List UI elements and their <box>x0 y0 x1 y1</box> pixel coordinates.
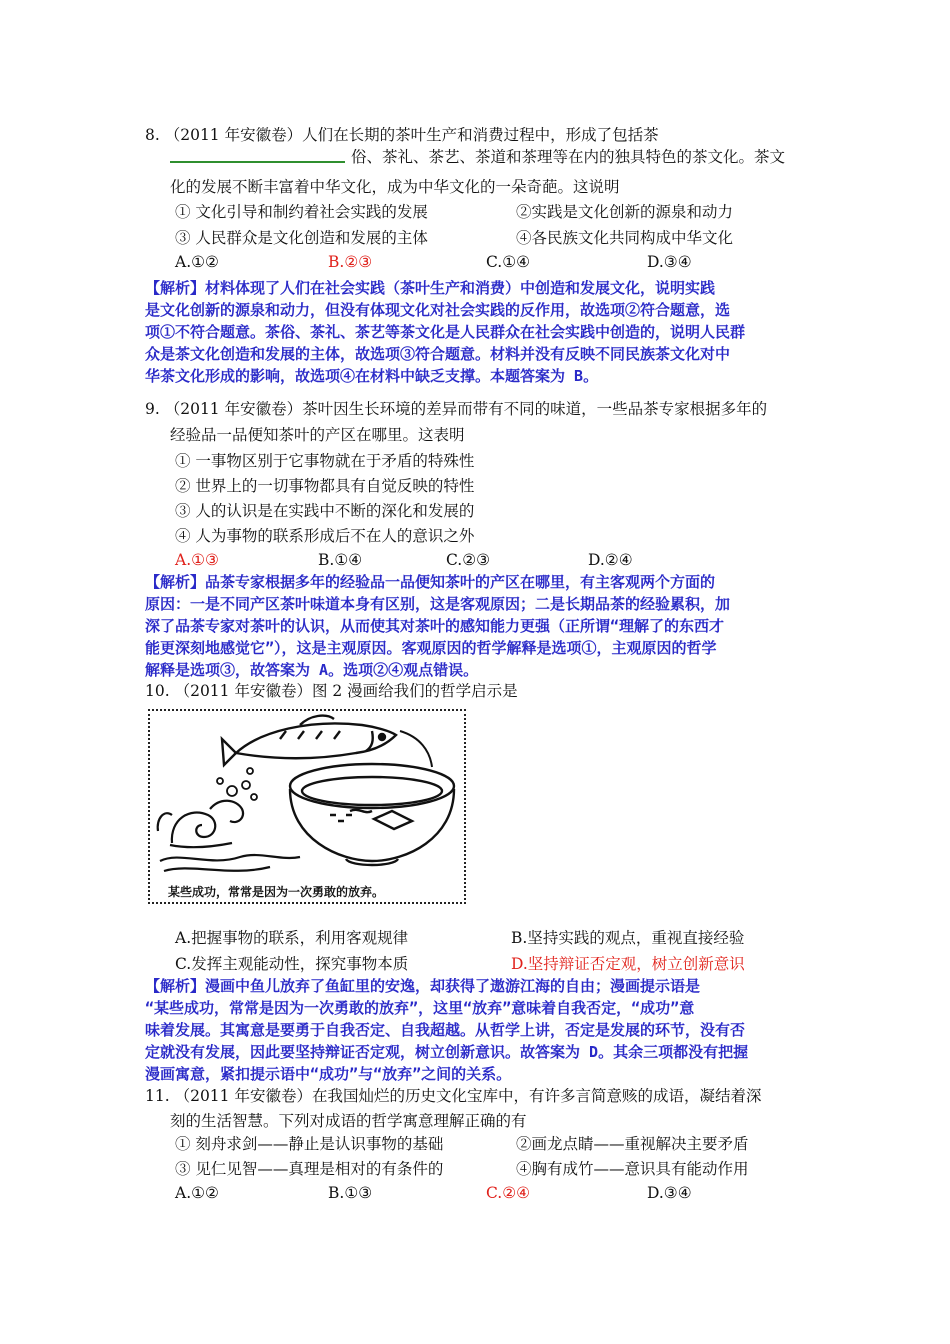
q10-option-c: C.发挥主观能动性，探究事物本质 <box>175 955 409 973</box>
q9-analysis-line: 原因：一是不同产区茶叶味道本身有区别，这是客观原因；二是长期品茶的经验累积，加 <box>145 595 731 613</box>
q8-option-a: A.①② <box>175 253 219 271</box>
q11-option-b: B.①③ <box>328 1184 373 1202</box>
q9-option-c: C.②③ <box>446 551 491 569</box>
q9-stem-line2: 经验品一品便知茶叶的产区在哪里。这表明 <box>170 426 465 444</box>
q9-analysis-line: 解释是选项③，故答案为 A。选项②④观点错误。 <box>145 661 479 679</box>
q10-analysis-line: 漫画寓意，紧扣提示语中“成功”与“放弃”之间的关系。 <box>145 1065 512 1083</box>
q11-statement-4: ④胸有成竹——意识具有能动作用 <box>516 1160 749 1178</box>
q11-stem-line2: 刻的生活智慧。下列对成语的哲学寓意理解正确的有 <box>170 1112 527 1130</box>
q8-analysis-line: 项①不符合题意。茶俗、茶礼、茶艺等茶文化是人民群众在社会实践中创造的，说明人民群 <box>145 323 746 341</box>
q11-option-a: A.①② <box>175 1184 219 1202</box>
q8-statement-3: ③ 人民群众是文化创造和发展的主体 <box>175 229 428 247</box>
q8-statement-2: ②实践是文化创新的源泉和动力 <box>516 203 734 221</box>
q10-analysis-line: 【解析】漫画中鱼儿放弃了鱼缸里的安逸，却获得了遨游江海的自由；漫画提示语是 <box>145 977 701 995</box>
q11-option-d: D.③④ <box>647 1184 692 1202</box>
q8-option-c: C.①④ <box>486 253 531 271</box>
fish-cartoon <box>148 709 466 904</box>
q10-option-d: D.坚持辩证否定观，树立创新意识 <box>511 955 745 973</box>
q9-analysis <box>145 571 807 681</box>
q9-statement-2: ② 世界上的一切事物都具有自觉反映的特性 <box>175 477 475 495</box>
q10-analysis-line: “某些成功，常常是因为一次勇敢的放弃”，这里“放弃”意味着自我否定，“成功”意 <box>145 999 695 1017</box>
q9-stem-line1: 9. （2011 年安徽卷）茶叶因生长环境的差异而带有不同的味道，一些品茶专家根据多年的 <box>145 400 768 418</box>
q8-analysis <box>145 277 807 387</box>
q9-analysis-line: 【解析】品茶专家根据多年的经验品一品便知茶叶的产区在哪里，有主客观两个方面的 <box>145 573 716 591</box>
q9-analysis-line: 能更深刻地感觉它”），这是主观原因。客观原因的哲学解释是选项①，主观原因的哲学 <box>145 639 717 657</box>
q8-option-d: D.③④ <box>647 253 692 271</box>
q9-statement-1: ① 一事物区别于它事物就在于矛盾的特殊性 <box>175 452 475 470</box>
q9-statement-3: ③ 人的认识是在实践中不断的深化和发展的 <box>175 502 475 520</box>
fish-jumping-illustration <box>150 711 464 881</box>
q9-analysis-line: 深了品茶专家对茶叶的认识，从而使其对茶叶的感知能力更强（正所谓“理解了的东西才 <box>145 617 725 635</box>
q10-analysis <box>145 975 807 1085</box>
q8-stem-line3: 化的发展不断丰富着中华文化，成为中华文化的一朵奇葩。这说明 <box>170 178 620 196</box>
q8-statement-1: ① 文化引导和制约着社会实践的发展 <box>175 203 428 221</box>
q10-option-b: B.坚持实践的观点，重视直接经验 <box>511 929 745 947</box>
q11-statement-2: ②画龙点睛——重视解决主要矛盾 <box>516 1135 749 1153</box>
q10-option-a: A.把握事物的联系，利用客观规律 <box>175 929 409 947</box>
q9-option-b: B.①④ <box>318 551 363 569</box>
q8-stem-line2: 俗、茶礼、茶艺、茶道和茶理等在内的独具特色的茶文化。茶文 <box>351 148 786 166</box>
q11-statement-1: ① 刻舟求剑——静止是认识事物的基础 <box>175 1135 444 1153</box>
q8-stem-line1: 8. （2011 年安徽卷）人们在长期的茶叶生产和消费过程中，形成了包括茶 <box>145 126 659 144</box>
q10-stem-line1: 10. （2011 年安徽卷）图 2 漫画给我们的哲学启示是 <box>145 682 518 700</box>
green-underline <box>170 161 345 163</box>
q8-option-b: B.②③ <box>328 253 373 271</box>
q9-option-d: D.②④ <box>588 551 633 569</box>
q8-analysis-line: 众是茶文化创造和发展的主体，故选项③符合题意。材料并没有反映不同民族茶文化对中 <box>145 345 731 363</box>
q11-stem-line1: 11. （2011 年安徽卷）在我国灿烂的历史文化宝库中，有许多言简意赅的成语，凝结着深 <box>145 1087 762 1105</box>
q8-analysis-line: 是文化创新的源泉和动力，但没有体现文化对社会实践的反作用，故选项②符合题意，选 <box>145 301 731 319</box>
q8-analysis-line: 华茶文化形成的影响，故选项④在材料中缺乏支撑。本题答案为 B。 <box>145 367 599 385</box>
q9-statement-4: ④ 人为事物的联系形成后不在人的意识之外 <box>175 527 475 545</box>
q10-analysis-line: 定就没有发展，因此要坚持辩证否定观，树立创新意识。故答案为 D。其余三项都没有把握 <box>145 1043 749 1061</box>
q9-option-a: A.①③ <box>175 551 219 569</box>
cartoon-caption: 某些成功，常常是因为一次勇敢的放弃。 <box>168 885 385 899</box>
q8-analysis-line: 【解析】材料体现了人们在社会实践（茶叶生产和消费）中创造和发展文化，说明实践 <box>145 279 716 297</box>
q11-statement-3: ③ 见仁见智——真理是相对的有条件的 <box>175 1160 444 1178</box>
q11-option-c: C.②④ <box>486 1184 531 1202</box>
q10-analysis-line: 味着发展。其寓意是要勇于自我否定、自我超越。从哲学上讲，否定是发展的环节，没有否 <box>145 1021 746 1039</box>
q8-statement-4: ④各民族文化共同构成中华文化 <box>516 229 734 247</box>
